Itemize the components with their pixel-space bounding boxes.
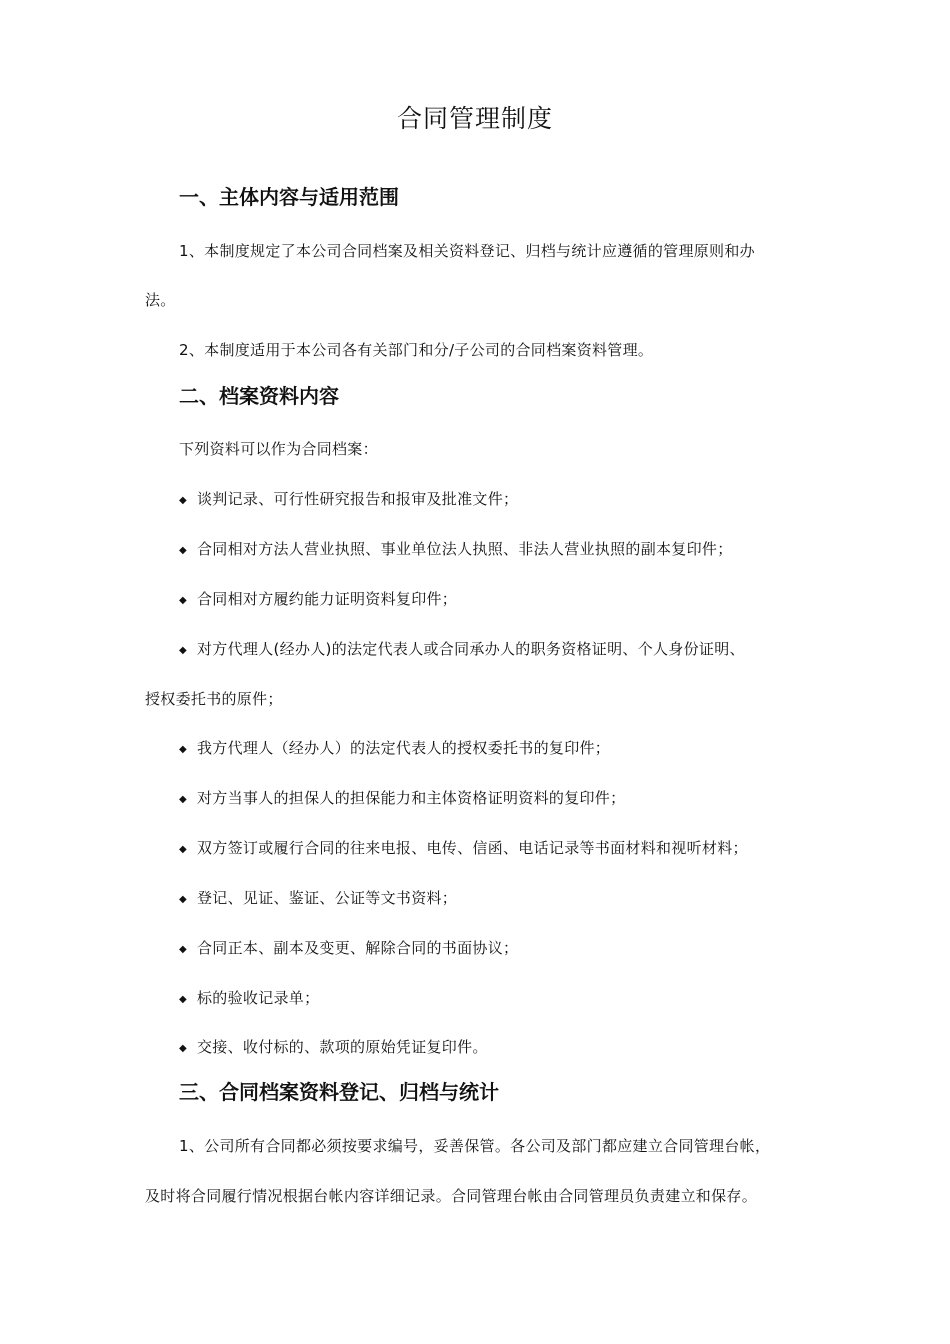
paragraph-3-1-line1: 1、公司所有合同都必须按要求编号，妥善保管。各公司及部门都应建立合同管理台帐，	[179, 1137, 771, 1155]
list-item-text: 对方代理人(经办人)的法定代表人或合同承办人的职务资格证明、个人身份证明、	[197, 640, 745, 658]
bullet-diamond-icon: ◆	[179, 944, 187, 955]
bullet-diamond-icon: ◆	[179, 994, 187, 1005]
list-item-text: 登记、见证、鉴证、公证等文书资料；	[197, 889, 458, 907]
section-heading-2: 二、档案资料内容	[179, 384, 339, 408]
list-item-text: 合同相对方法人营业执照、事业单位法人执照、非法人营业执照的副本复印件；	[197, 540, 733, 558]
list-item	[179, 986, 319, 1012]
list-item	[179, 1035, 488, 1061]
list-item	[179, 786, 625, 812]
list-item	[179, 637, 745, 663]
bullet-diamond-icon: ◆	[179, 595, 187, 606]
list-item-text: 合同相对方履约能力证明资料复印件；	[197, 590, 458, 608]
section-heading-3: 三、合同档案资料登记、归档与统计	[179, 1080, 499, 1104]
list-item	[179, 836, 748, 862]
list-item	[179, 487, 518, 513]
paragraph-1-1-line1: 1、本制度规定了本公司合同档案及相关资料登记、归档与统计应遵循的管理原则和办	[179, 242, 755, 260]
list-item-text: 交接、收付标的、款项的原始凭证复印件。	[197, 1038, 488, 1056]
bullet-diamond-icon: ◆	[179, 545, 187, 556]
list-item-text: 谈判记录、可行性研究报告和报审及批准文件；	[197, 490, 519, 508]
paragraph-1-1-line2: 法。	[145, 291, 176, 309]
list-item	[179, 587, 457, 613]
section-heading-1: 一、主体内容与适用范围	[179, 185, 399, 209]
bullet-diamond-icon: ◆	[179, 744, 187, 755]
paragraph-1-2: 2、本制度适用于本公司各有关部门和分/子公司的合同档案资料管理。	[179, 341, 654, 359]
bullet-diamond-icon: ◆	[179, 495, 187, 506]
section-2-intro: 下列资料可以作为合同档案：	[179, 440, 378, 458]
list-item	[179, 936, 518, 962]
list-item-continuation: 授权委托书的原件；	[145, 690, 283, 708]
list-item	[179, 537, 733, 563]
list-item-text: 合同正本、副本及变更、解除合同的书面协议；	[197, 939, 519, 957]
paragraph-3-1-line2: 及时将合同履行情况根据台帐内容详细记录。合同管理台帐由合同管理员负责建立和保存。	[145, 1187, 758, 1205]
document-title: 合同管理制度	[396, 104, 553, 133]
list-item-text: 我方代理人（经办人）的法定代表人的授权委托书的复印件；	[197, 739, 611, 757]
bullet-diamond-icon: ◆	[179, 844, 187, 855]
list-item	[179, 736, 610, 762]
list-item-text: 双方签订或履行合同的往来电报、电传、信函、电话记录等书面材料和视听材料；	[197, 839, 748, 857]
bullet-diamond-icon: ◆	[179, 645, 187, 656]
list-item	[179, 886, 457, 912]
bullet-diamond-icon: ◆	[179, 894, 187, 905]
list-item-text: 标的验收记录单；	[197, 989, 320, 1007]
list-item-text: 对方当事人的担保人的担保能力和主体资格证明资料的复印件；	[197, 789, 626, 807]
bullet-diamond-icon: ◆	[179, 1043, 187, 1054]
bullet-diamond-icon: ◆	[179, 794, 187, 805]
